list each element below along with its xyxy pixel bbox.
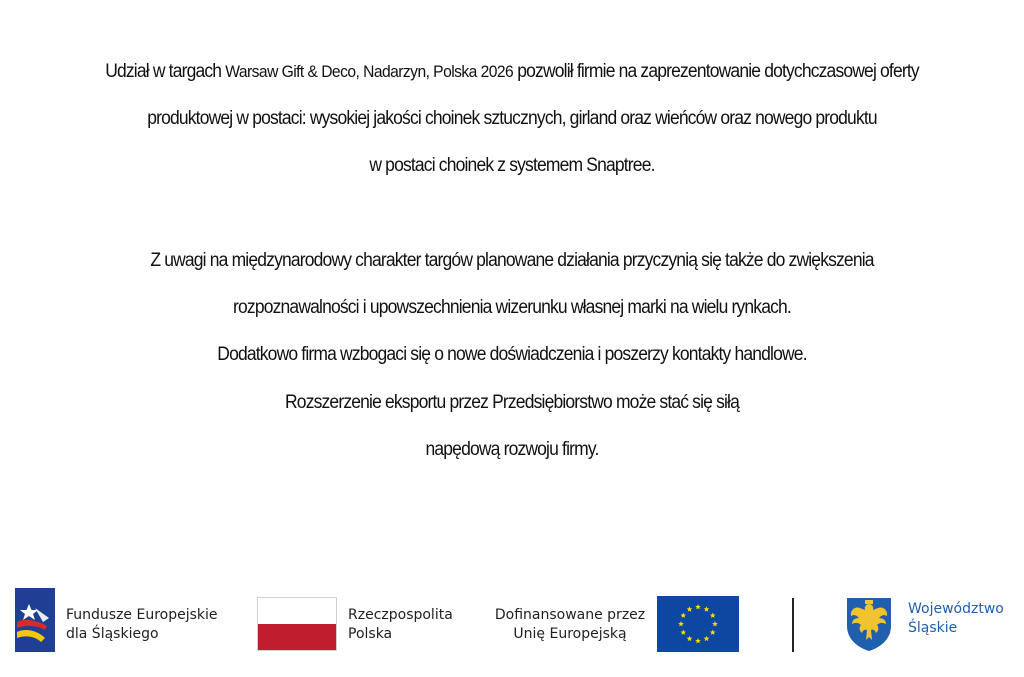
silesia-coat-of-arms: [845, 596, 893, 652]
paragraph2-line5: napędową rozwoju firmy.: [425, 439, 599, 460]
ws-logo-line1: Województwo: [908, 601, 1004, 617]
polish-flag: [257, 597, 337, 651]
paragraph2-line1: Z uwagi na międzynarodowy charakter targów planowane działania przyczynią się także do zwiększenia: [150, 250, 874, 271]
fundusze-europejskie-logo: [15, 588, 55, 652]
eu-flag: [657, 596, 739, 652]
paragraph1-line1-rest: pozwolił firmie na zaprezentowanie dotychczasowej oferty: [517, 61, 919, 82]
ws-logo-line2: Śląskie: [908, 620, 958, 636]
paragraph1-line3: w postaci choinek z systemem Snaptree.: [369, 155, 655, 176]
event-name: Warsaw Gift & Deco, Nadarzyn, Polska 2026: [225, 62, 514, 81]
polish-flag-red: [258, 624, 336, 650]
eu-logo-line1: Dofinansowane przez: [494, 607, 646, 623]
polish-flag-white: [258, 598, 336, 624]
fe-logo-text: [66, 606, 218, 644]
fe-logo-line2: dla Śląskiego: [66, 626, 159, 642]
paragraph2-line3: Dodatkowo firma wzbogaci się o nowe doświadczenia i poszerzy kontakty handlowe.: [217, 344, 807, 365]
paragraph1-line2: produktowej w postaci: wysokiej jakości choinek sztucznych, girland oraz wieńców oraz nowego produktu: [147, 108, 877, 129]
logo-divider: [792, 598, 794, 652]
rp-logo-text: [348, 606, 453, 644]
eu-logo-line2: Unię Europejską: [513, 626, 627, 642]
eu-logo-text: [490, 606, 650, 644]
ws-logo-text: [908, 600, 1004, 638]
funding-logos-bar: [0, 580, 1024, 660]
paragraph1-line1: [41, 61, 983, 83]
paragraph2-line2: rozpoznawalności i upowszechnienia wizerunku własnej marki na wielu rynkach.: [233, 297, 791, 318]
fe-logo-line1: Fundusze Europejskie: [66, 607, 218, 623]
rp-logo-line2: Polska: [348, 626, 393, 642]
paragraph2-line4: Rozszerzenie eksportu przez Przedsiębiorstwo może stać się siłą: [285, 392, 739, 413]
silesia-crown: [865, 600, 873, 604]
paragraph1-prefix: Udział w targach: [105, 61, 222, 82]
rp-logo-line1: Rzeczpospolita: [348, 607, 453, 623]
